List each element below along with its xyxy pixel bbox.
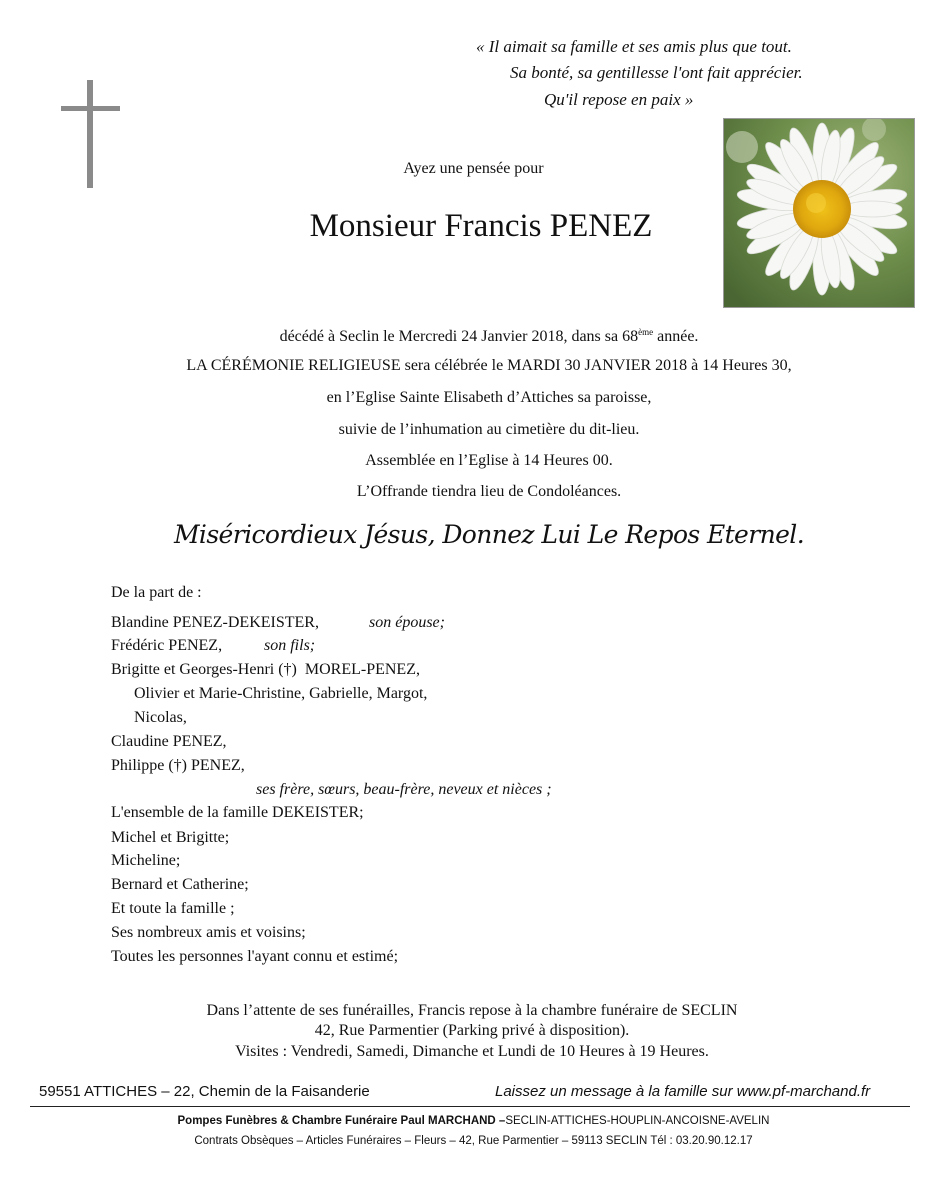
sister-2: Claudine PENEZ,: [111, 733, 227, 750]
siblings-role: ses frère, sœurs, beau-frère, neveux et nièces ;: [256, 781, 552, 798]
spouse-name: Blandine PENEZ-DEKEISTER,: [111, 614, 319, 631]
offering-line: L’Offrande tiendra lieu de Condoléances.: [356, 483, 622, 500]
funeral-home-line-2: 42, Rue Parmentier (Parking privé à disposition).: [314, 1022, 630, 1039]
intro-text: Ayez une pensée pour: [403, 160, 544, 177]
company-name: Pompes Funèbres & Chambre Funéraire Paul MARCHAND –: [177, 1115, 506, 1127]
son-role: son fils;: [264, 637, 316, 654]
footer-address: 59551 ATTICHES – 22, Chemin de la Faisanderie: [39, 1083, 370, 1100]
family-other-2: Michel et Brigitte;: [111, 829, 230, 846]
quote-line-1: « Il aimait sa famille et ses amis plus que tout.: [476, 37, 792, 56]
assembly-line: Assemblée en l’Eglise à 14 Heures 00.: [365, 452, 613, 469]
company-services: Contrats Obsèques – Articles Funéraires – Fleurs – 42, Rue Parmentier – 59113 SECLIN Tél : 03.20.90.12.17: [194, 1135, 753, 1147]
nephews-line-2: Nicolas,: [134, 709, 187, 726]
sister-1: Brigitte et Georges-Henri (†) MOREL-PENEZ,: [111, 661, 420, 678]
family-other-3: Micheline;: [111, 852, 181, 869]
family-other-1: L'ensemble de la famille DEKEISTER;: [111, 804, 364, 821]
prayer-line: Miséricordieux Jésus, Donnez Lui Le Repos Eternel.: [173, 520, 805, 549]
funeral-home-line-3: Visites : Vendredi, Samedi, Dimanche et Lundi de 10 Heures à 19 Heures.: [235, 1043, 709, 1060]
death-notice: [0, 327, 947, 346]
family-spouse: [111, 614, 319, 632]
funeral-home-line-1: Dans l’attente de ses funérailles, Francis repose à la chambre funéraire de SECLIN: [206, 1002, 738, 1019]
company-line: [0, 1115, 947, 1127]
footer-message-text: Laissez un message à la famille sur: [495, 1083, 737, 1100]
family-other-4: Bernard et Catherine;: [111, 876, 249, 893]
death-notice-sup: ème: [638, 327, 654, 337]
ceremony-line: LA CÉRÉMONIE RELIGIEUSE sera célébrée le MARDI 30 JANVIER 2018 à 14 Heures 30,: [186, 357, 792, 374]
footer-divider: [30, 1106, 910, 1107]
death-notice-text: décédé à Seclin le Mercredi 24 Janvier 2018, dans sa 68: [279, 328, 639, 345]
family-other-7: Toutes les personnes l'ayant connu et estimé;: [111, 948, 399, 965]
nephews-line-1: Olivier et Marie-Christine, Gabrielle, Margot,: [134, 685, 428, 702]
quote-line-3: Qu'il repose en paix »: [544, 90, 694, 109]
family-other-5: Et toute la famille ;: [111, 900, 235, 917]
quote-line-2: Sa bonté, sa gentillesse l'ont fait apprécier.: [510, 63, 803, 82]
son-name: Frédéric PENEZ,: [111, 637, 223, 654]
company-cities: SECLIN-ATTICHES-HOUPLIN-ANCOISNE-AVELIN: [505, 1115, 770, 1127]
death-notice-end: année.: [653, 328, 699, 345]
brother: Philippe (†) PENEZ,: [111, 757, 245, 774]
family-other-6: Ses nombreux amis et voisins;: [111, 924, 306, 941]
spouse-role: son épouse;: [369, 614, 445, 631]
church-line: en l’Eglise Sainte Elisabeth d’Attiches sa paroisse,: [326, 389, 652, 406]
deceased-name: Monsieur Francis PENEZ: [309, 208, 653, 244]
family-intro: De la part de :: [111, 584, 202, 601]
website-link[interactable]: www.pf-marchand.fr: [736, 1083, 871, 1100]
burial-line: suivie de l’inhumation au cimetière du dit-lieu.: [338, 421, 640, 438]
footer-message: [495, 1083, 870, 1100]
